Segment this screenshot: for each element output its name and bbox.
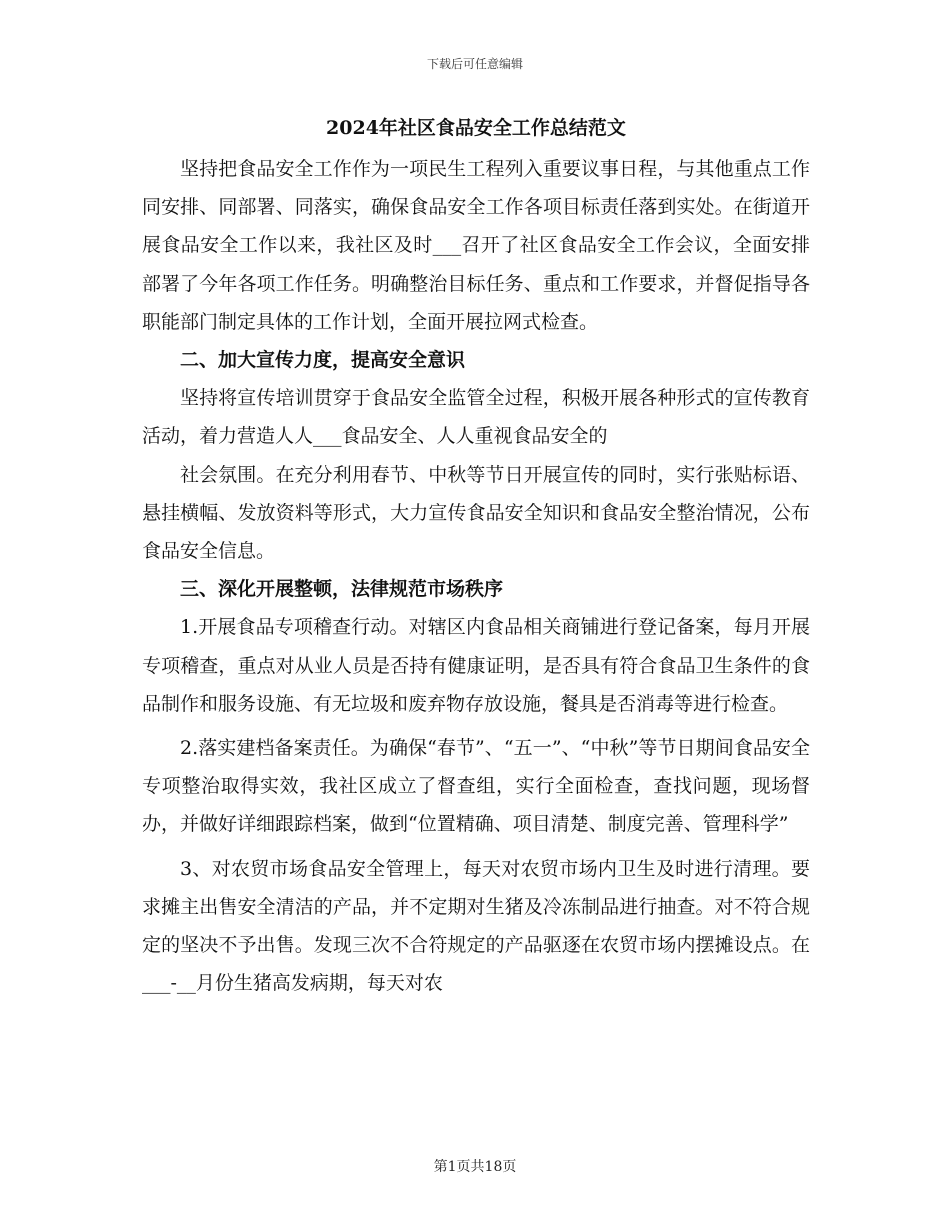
paragraph-3: 社会氛围。在充分利用春节、中秋等节日开展宣传的同时，实行张贴标语、悬挂横幅、发放资料等形式，大力宣传食品安全知识和食品安全整治情况，公布食品安全信息。 [142, 463, 810, 563]
document-title: 2024年社区食品安全工作总结范文 [326, 117, 626, 139]
page-indicator: 第1页共18页 [433, 1159, 517, 1175]
paragraph-1: 坚持把食品安全工作作为一项民生工程列入重要议事日程，与其他重点工作同安排、同部署、同落实，确保食品安全工作各项目标责任落到实处。在街道开展食品安全工作以来，我社区及时___召开了社区食品安全工作会议，全面安排部署了今年各项工作任务。明确整治目标任务、重点和工作要求，并督促指导各职能部门制定具体的工作计划，全面开展拉网式检查。 [142, 158, 810, 333]
header-note: 下载后可任意编辑 [426, 57, 523, 71]
section-heading-3: 三、深化开展整顿，法律规范市场秩序 [180, 578, 504, 601]
paragraph-6: 3、对农贸市场食品安全管理上，每天对农贸市场内卫生及时进行清理。要求摊主出售安全清洁的产品，并不定期对生猪及冷冻制品进行抽查。对不符合规定的坚决不予出售。发现三次不合符规定的产品驱逐在农贸市场内摆摊设点。在___-__月份生猪高发病期，每天对农 [142, 857, 810, 995]
section-heading-2: 二、加大宣传力度，提高安全意识 [180, 349, 466, 372]
document-body [142, 112, 810, 1002]
paragraph-5: 2.落实建档备案责任。为确保“春节”、“五一”、“中秋”等节日期间食品安全专项整治取得实效，我社区成立了督查组，实行全面检查，查找问题，现场督办，并做好详细跟踪档案，做到“位置精确、项目清楚、制度完善、管理科学” [142, 737, 810, 836]
paragraph-4: 1.开展食品专项稽查行动。对辖区内食品相关商铺进行登记备案，每月开展专项稽查，重点对从业人员是否持有健康证明，是否具有符合食品卫生条件的食品制作和服务设施、有无垃圾和废弃物存放设施，餐具是否消毒等进行检查。 [142, 616, 810, 715]
paragraph-2: 坚持将宣传培训贯穿于食品安全监管全过程，积极开展各种形式的宣传教育活动，着力营造人人___食品安全、人人重视食品安全的 [142, 387, 810, 448]
